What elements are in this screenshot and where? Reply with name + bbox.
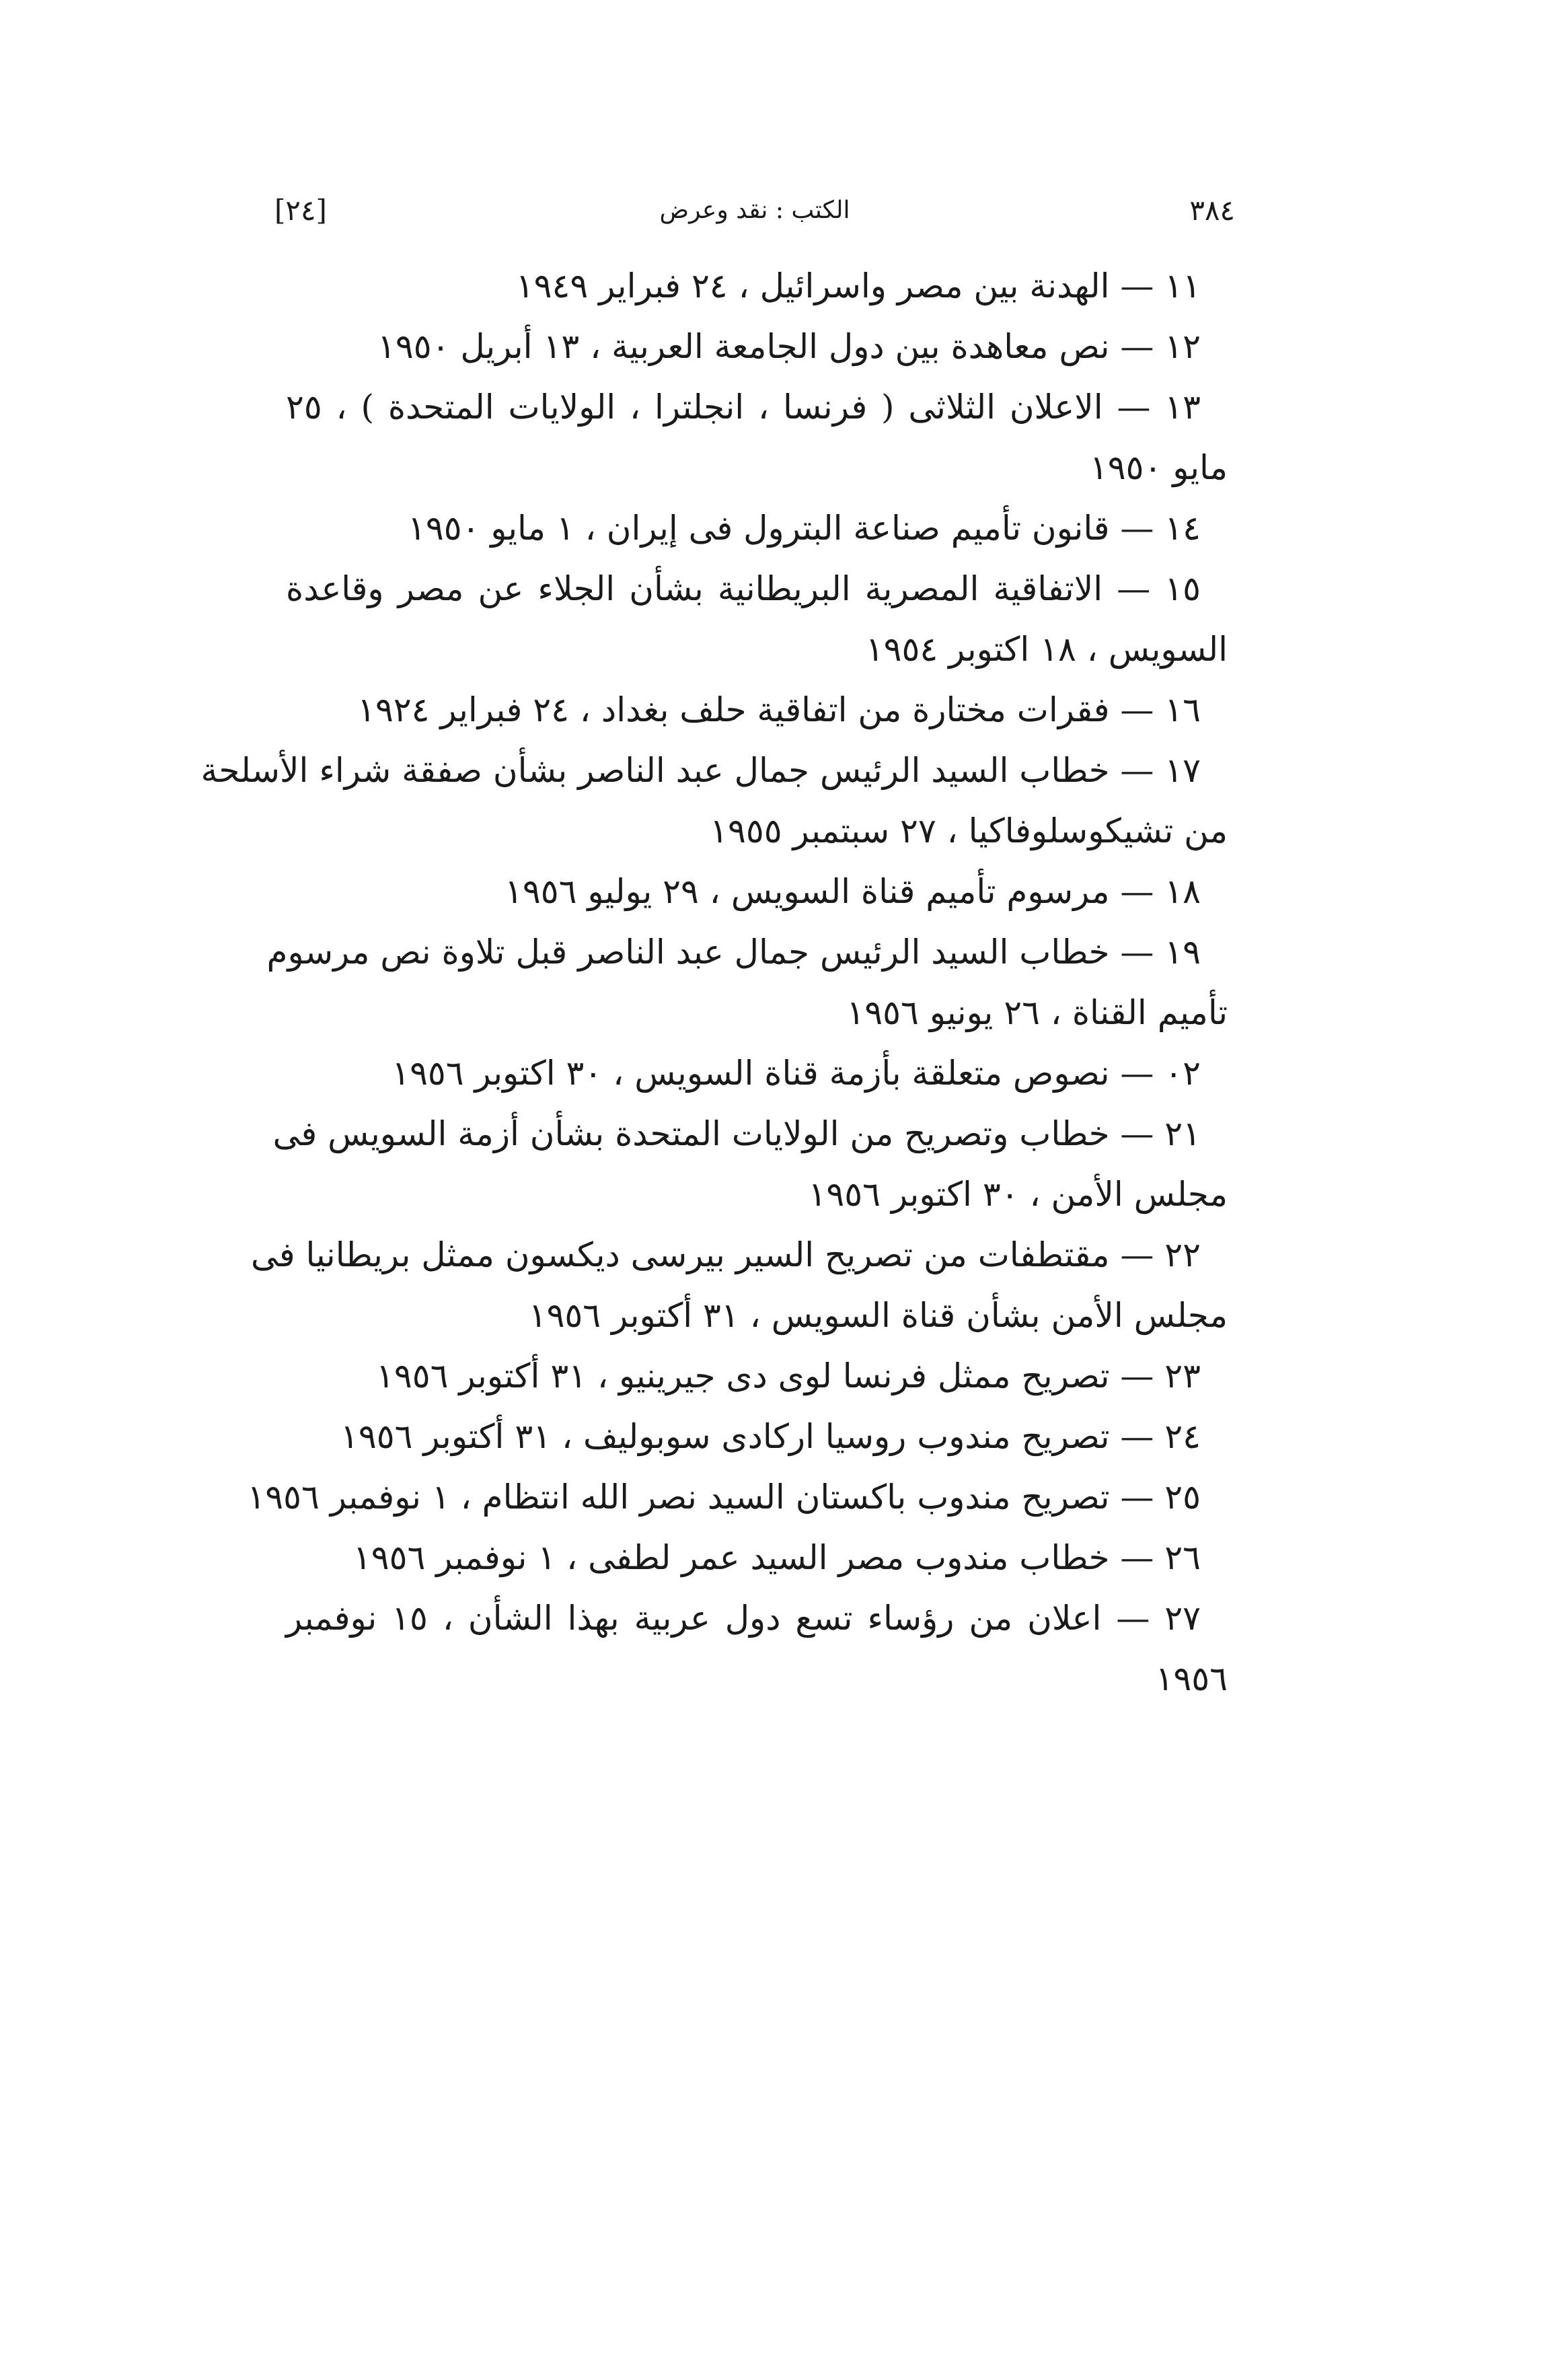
list-item	[286, 256, 1228, 316]
list-item	[286, 377, 1228, 498]
appendix-list	[200, 256, 1228, 1709]
list-item-text: ٢٢ — مقتطفات من تصريح السير بيرسى ديكسون ممثل بريطانيا فى	[251, 1235, 1201, 1274]
list-item	[251, 1225, 1228, 1346]
list-item-text: ٢٥ — تصريح مندوب باكستان السيد نصر الله انتظام ، ١ نوفمبر ١٩٥٦	[247, 1478, 1201, 1517]
list-item-text: ١٢ — نص معاهدة بين دول الجامعة العربية ، ١٣ أبريل ١٩٥٠	[377, 327, 1201, 366]
list-item-text: ١٩ — خطاب السيد الرئيس جمال عبد الناصر قبل تلاوة نص مرسوم	[266, 933, 1201, 972]
list-item	[286, 1346, 1228, 1406]
list-item-continuation: مجلس الأمن ، ٣٠ اكتوبر ١٩٥٦	[808, 1175, 1228, 1214]
list-item	[272, 1103, 1228, 1225]
list-item-continuation: ١٩٥٦	[1155, 1659, 1228, 1698]
list-item-continuation: مجلس الأمن بشأن قناة السويس ، ٣١ أكتوبر ١٩٥٦	[528, 1296, 1228, 1335]
page-header	[274, 187, 1235, 234]
list-item	[247, 1467, 1228, 1527]
list-item-text: ٠٢ — نصوص متعلقة بأزمة قناة السويس ، ٣٠ اكتوبر ١٩٥٦	[391, 1054, 1201, 1093]
list-item-text: ٢٣ — تصريح ممثل فرنسا لوى دى جيرينيو ، ٣١ أكتوبر ١٩٥٦	[376, 1356, 1201, 1395]
list-item	[286, 861, 1228, 922]
page-number: ٣٨٤	[1189, 194, 1235, 227]
list-item-text: ٢٦ — خطاب مندوب مصر السيد عمر لطفى ، ١ نوفمبر ١٩٥٦	[352, 1538, 1201, 1577]
section-marker: [٢٤]	[274, 194, 327, 227]
list-item-text: ١٧ — خطاب السيد الرئيس جمال عبد الناصر بشأن صفقة شراء الأسلحة	[200, 751, 1201, 790]
list-item	[286, 1527, 1228, 1588]
list-item-continuation: تأميم القناة ، ٢٦ يونيو ١٩٥٦	[846, 993, 1228, 1032]
list-item	[200, 740, 1228, 861]
list-item	[286, 680, 1228, 740]
list-item-text: ٢١ — خطاب وتصريح من الولايات المتحدة بشأن أزمة السويس فى	[272, 1114, 1201, 1153]
list-item-text: ١٤ — قانون تأميم صناعة البترول فى إيران ، ١ مايو ١٩٥٠	[407, 509, 1201, 548]
list-item-text: ٢٤ — تصريح مندوب روسيا اركادى سوبوليف ، ٣١ أكتوبر ١٩٥٦	[340, 1417, 1201, 1456]
list-item-text: ١١ — الهدنة بين مصر واسرائيل ، ٢٤ فبراير ١٩٤٩	[515, 266, 1201, 305]
list-item-text: ١٦ — فقرات مختارة من اتفاقية حلف بغداد ، ٢٤ فبراير ١٩٢٤	[357, 690, 1201, 729]
list-item	[286, 316, 1228, 377]
running-title: الكتب : نقد وعرض	[659, 196, 850, 224]
list-item	[286, 558, 1228, 680]
list-item-continuation: السويس ، ١٨ اكتوبر ١٩٥٤	[865, 630, 1228, 669]
list-item-continuation: من تشيكوسلوفاكيا ، ٢٧ سبتمبر ١٩٥٥	[710, 811, 1228, 850]
list-item	[266, 922, 1228, 1043]
list-item-text: ١٨ — مرسوم تأميم قناة السويس ، ٢٩ يوليو ١٩٥٦	[505, 872, 1201, 911]
list-item	[286, 1043, 1228, 1103]
list-item-text: ١٣ — الاعلان الثلاثى ( فرنسا ، انجلترا ، الولايات المتحدة ) ، ٢٥	[286, 388, 1201, 427]
list-item-text: ٢٧ — اعلان من رؤساء تسع دول عربية بهذا الشأن ، ١٥ نوفمبر	[286, 1599, 1201, 1638]
list-item-text: ١٥ — الاتفاقية المصرية البريطانية بشأن الجلاء عن مصر وقاعدة	[286, 569, 1201, 608]
list-item-continuation: مايو ١٩٥٠	[1089, 448, 1228, 487]
list-item	[286, 498, 1228, 558]
list-item	[286, 1406, 1228, 1467]
list-item	[286, 1588, 1228, 1709]
